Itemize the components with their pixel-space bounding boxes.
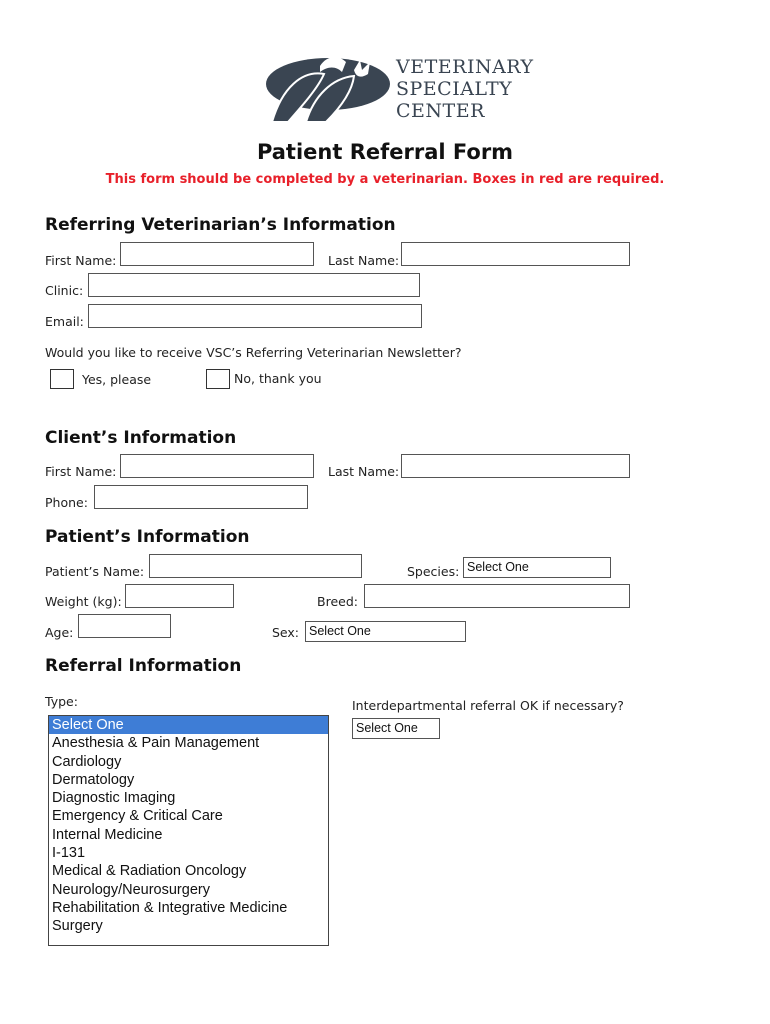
clinic-field[interactable] — [88, 273, 420, 297]
referral-type-option[interactable]: Emergency & Critical Care — [52, 808, 223, 825]
section-heading-patient: Patient’s Information — [45, 527, 250, 547]
interdept-label: Interdepartmental referral OK if necessary? — [352, 698, 624, 713]
weight-label: Weight (kg): — [45, 594, 122, 609]
newsletter-yes-checkbox[interactable] — [50, 369, 74, 389]
referral-type-option[interactable]: I-131 — [52, 845, 86, 862]
sex-select[interactable]: Select One — [305, 621, 466, 642]
newsletter-no-label: No, thank you — [234, 371, 322, 386]
section-heading-referral: Referral Information — [45, 656, 242, 676]
patient-name-label: Patient’s Name: — [45, 564, 145, 579]
logo-line-2: SPECIALTY — [396, 78, 513, 100]
referral-type-option[interactable]: Neurology/Neurosurgery — [52, 881, 210, 898]
clinic-label: Clinic: — [45, 283, 84, 298]
client-last-name-label: Last Name: — [328, 464, 400, 479]
newsletter-no-checkbox[interactable] — [206, 369, 230, 389]
interdept-select[interactable]: Select One — [352, 718, 440, 739]
logo-line-1: VETERINARY — [396, 56, 534, 78]
page-title: Patient Referral Form — [256, 140, 514, 164]
email-field[interactable] — [88, 304, 422, 328]
vet-last-name-field[interactable] — [401, 242, 630, 266]
section-heading-client: Client’s Information — [45, 428, 237, 448]
referral-type-option[interactable]: Cardiology — [52, 753, 122, 770]
referral-type-option[interactable]: Internal Medicine — [52, 826, 163, 843]
required-notice: This form should be completed by a veterinarian. Boxes in red are required. — [105, 172, 665, 187]
phone-field[interactable] — [94, 485, 308, 509]
referral-type-option[interactable]: Select One — [49, 716, 328, 734]
age-field[interactable] — [78, 614, 171, 638]
breed-label: Breed: — [317, 594, 358, 609]
age-label: Age: — [45, 625, 74, 640]
client-first-name-field[interactable] — [120, 454, 314, 478]
species-label: Species: — [407, 564, 460, 579]
last-name-label: Last Name: — [328, 253, 400, 268]
newsletter-yes-label: Yes, please — [82, 372, 152, 387]
species-select[interactable]: Select One — [463, 557, 611, 578]
client-last-name-field[interactable] — [401, 454, 630, 478]
logo-mark-icon — [262, 48, 394, 124]
logo — [262, 48, 534, 124]
referral-type-option[interactable]: Rehabilitation & Integrative Medicine — [52, 899, 288, 916]
type-label: Type: — [45, 694, 78, 709]
email-label: Email: — [45, 314, 84, 329]
section-heading-referring: Referring Veterinarian’s Information — [45, 215, 396, 235]
breed-field[interactable] — [364, 584, 630, 608]
phone-label: Phone: — [45, 495, 88, 510]
referral-type-option[interactable]: Diagnostic Imaging — [52, 790, 176, 807]
weight-field[interactable] — [125, 584, 234, 608]
newsletter-question: Would you like to receive VSC’s Referring Veterinarian Newsletter? — [45, 345, 462, 360]
referral-type-option[interactable]: Dermatology — [52, 771, 135, 788]
logo-text — [396, 56, 534, 122]
vet-first-name-field[interactable] — [120, 242, 314, 266]
patient-name-field[interactable] — [149, 554, 362, 578]
first-name-label: First Name: — [45, 253, 117, 268]
referral-type-option[interactable]: Anesthesia & Pain Management — [52, 735, 260, 752]
referral-type-listbox[interactable] — [48, 715, 329, 946]
client-first-name-label: First Name: — [45, 464, 117, 479]
referral-type-option[interactable]: Surgery — [52, 918, 103, 935]
logo-line-3: CENTER — [396, 100, 485, 122]
sex-label: Sex: — [272, 625, 300, 640]
referral-type-option[interactable]: Medical & Radiation Oncology — [52, 863, 247, 880]
